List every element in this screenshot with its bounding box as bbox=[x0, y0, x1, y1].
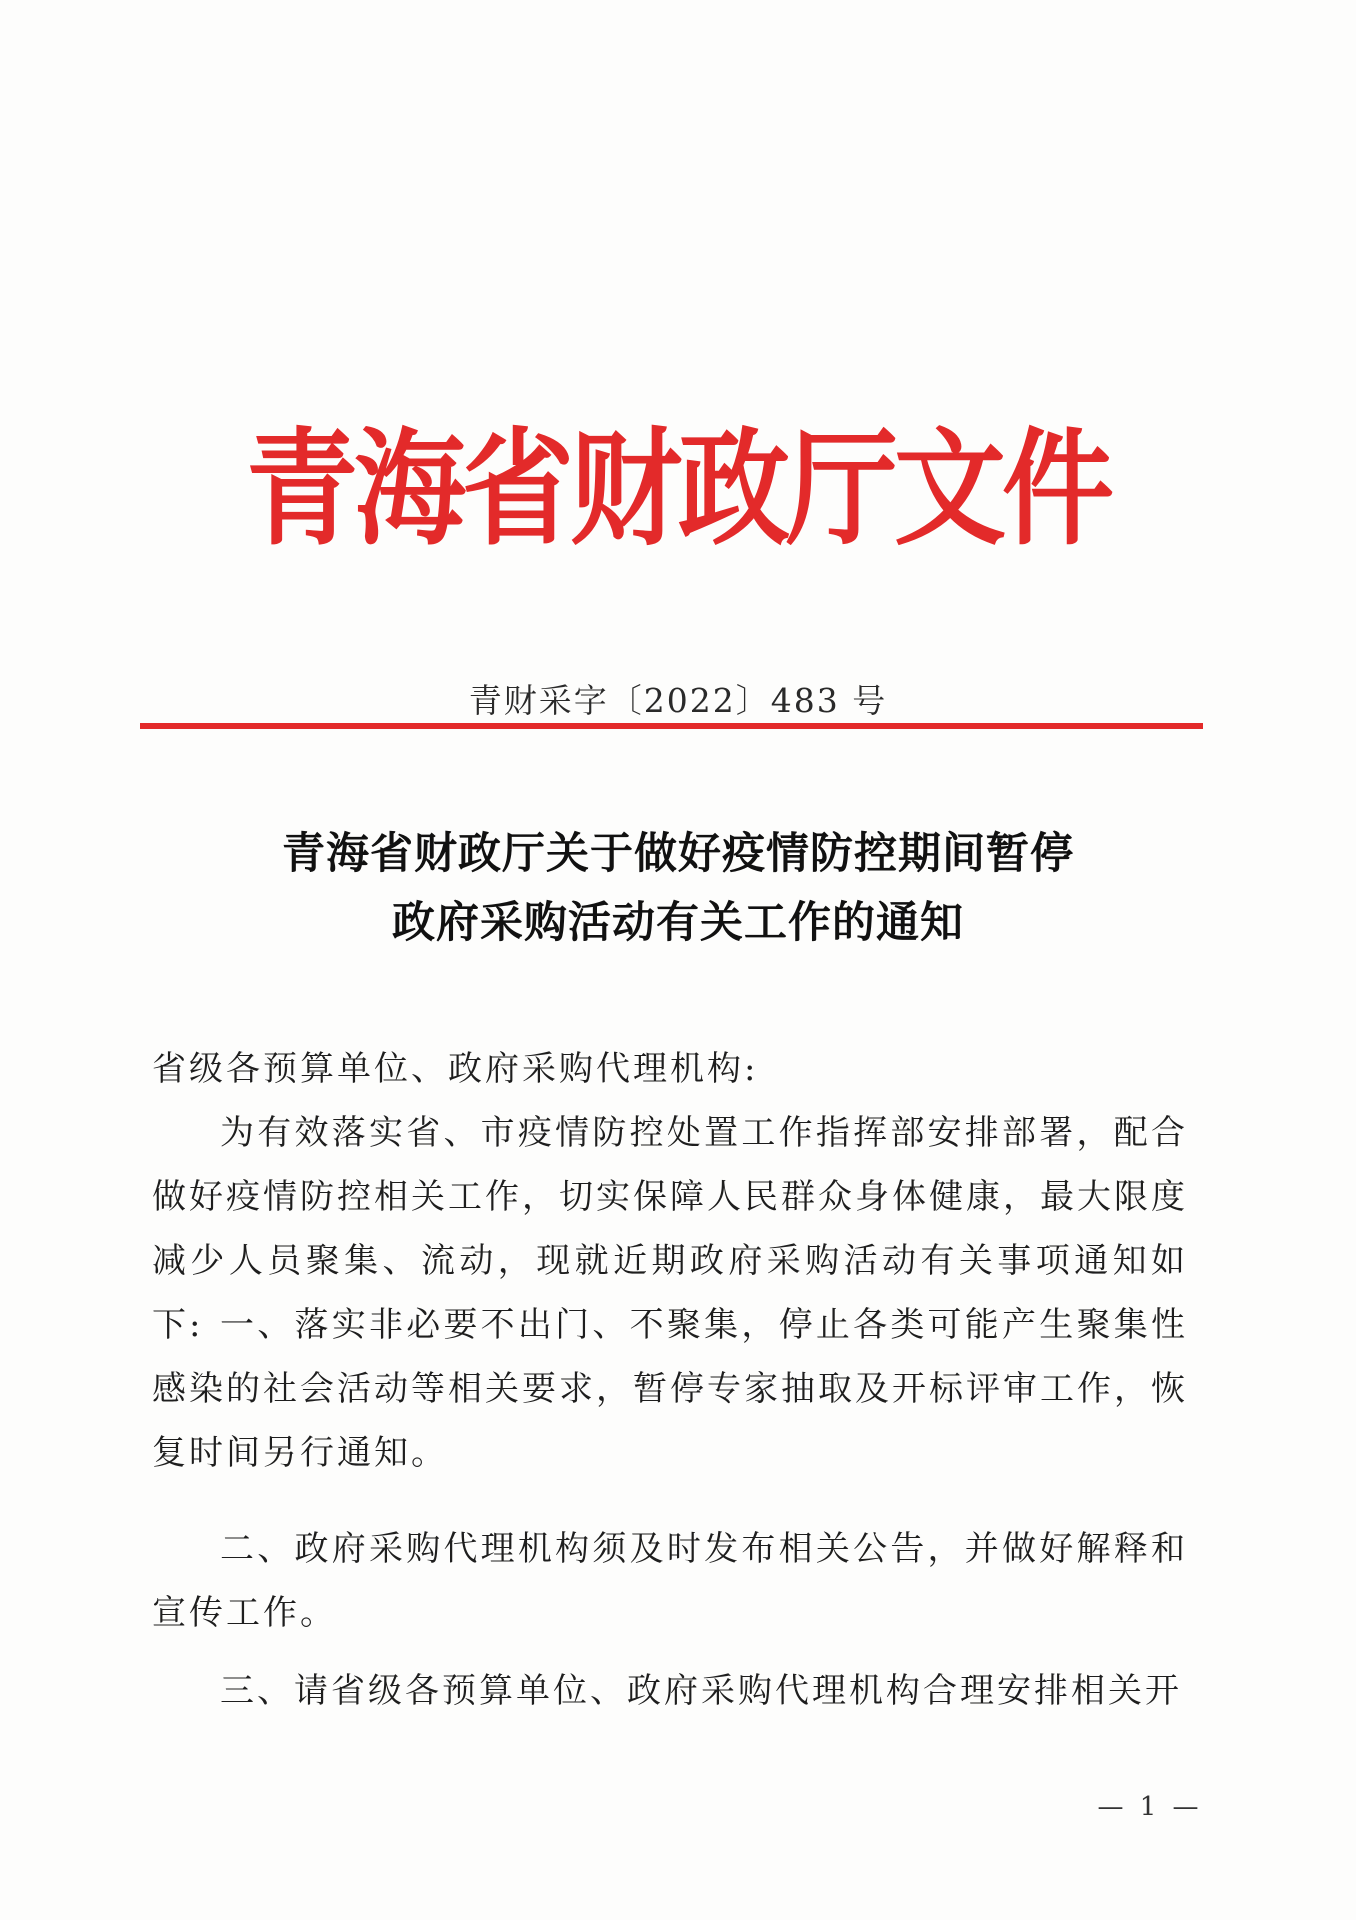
body-paragraph-intro: 为有效落实省、市疫情防控处置工作指挥部安排部署，配合做好疫情防控相关工作，切实保障人民群众身体健康，最大限度减少人员聚集、流动，现就近期政府采购活动有关事项通知如下: bbox=[152, 1113, 1188, 1345]
red-divider-rule bbox=[140, 723, 1203, 729]
document-title bbox=[0, 820, 1356, 958]
body-paragraph-item-3: 三、请省级各预算单位、政府采购代理机构合理安排相关开 bbox=[220, 1671, 1182, 1711]
body-paragraph-item-2: 二、政府采购代理机构须及时发布相关公告，并做好解释和宣传工作。 bbox=[152, 1529, 1188, 1633]
issuer-banner: 青海省财政厅文件 bbox=[246, 416, 1110, 563]
document-number: 青财采字〔2022〕483 号 bbox=[468, 681, 888, 720]
body-paragraph-item-1: 一、落实非必要不出门、不聚集，停止各类可能产生聚集性感染的社会活动等相关要求，暂停专家抽取及开标评审工作，恢复时间另行通知。 bbox=[152, 1305, 1188, 1473]
document-title-line-1: 青海省财政厅关于做好疫情防控期间暂停 bbox=[282, 829, 1074, 879]
salutation: 省级各预算单位、政府采购代理机构: bbox=[152, 1049, 759, 1089]
page-number: — 1 — bbox=[1097, 1792, 1203, 1822]
document-title-line-2: 政府采购活动有关工作的通知 bbox=[392, 898, 964, 948]
